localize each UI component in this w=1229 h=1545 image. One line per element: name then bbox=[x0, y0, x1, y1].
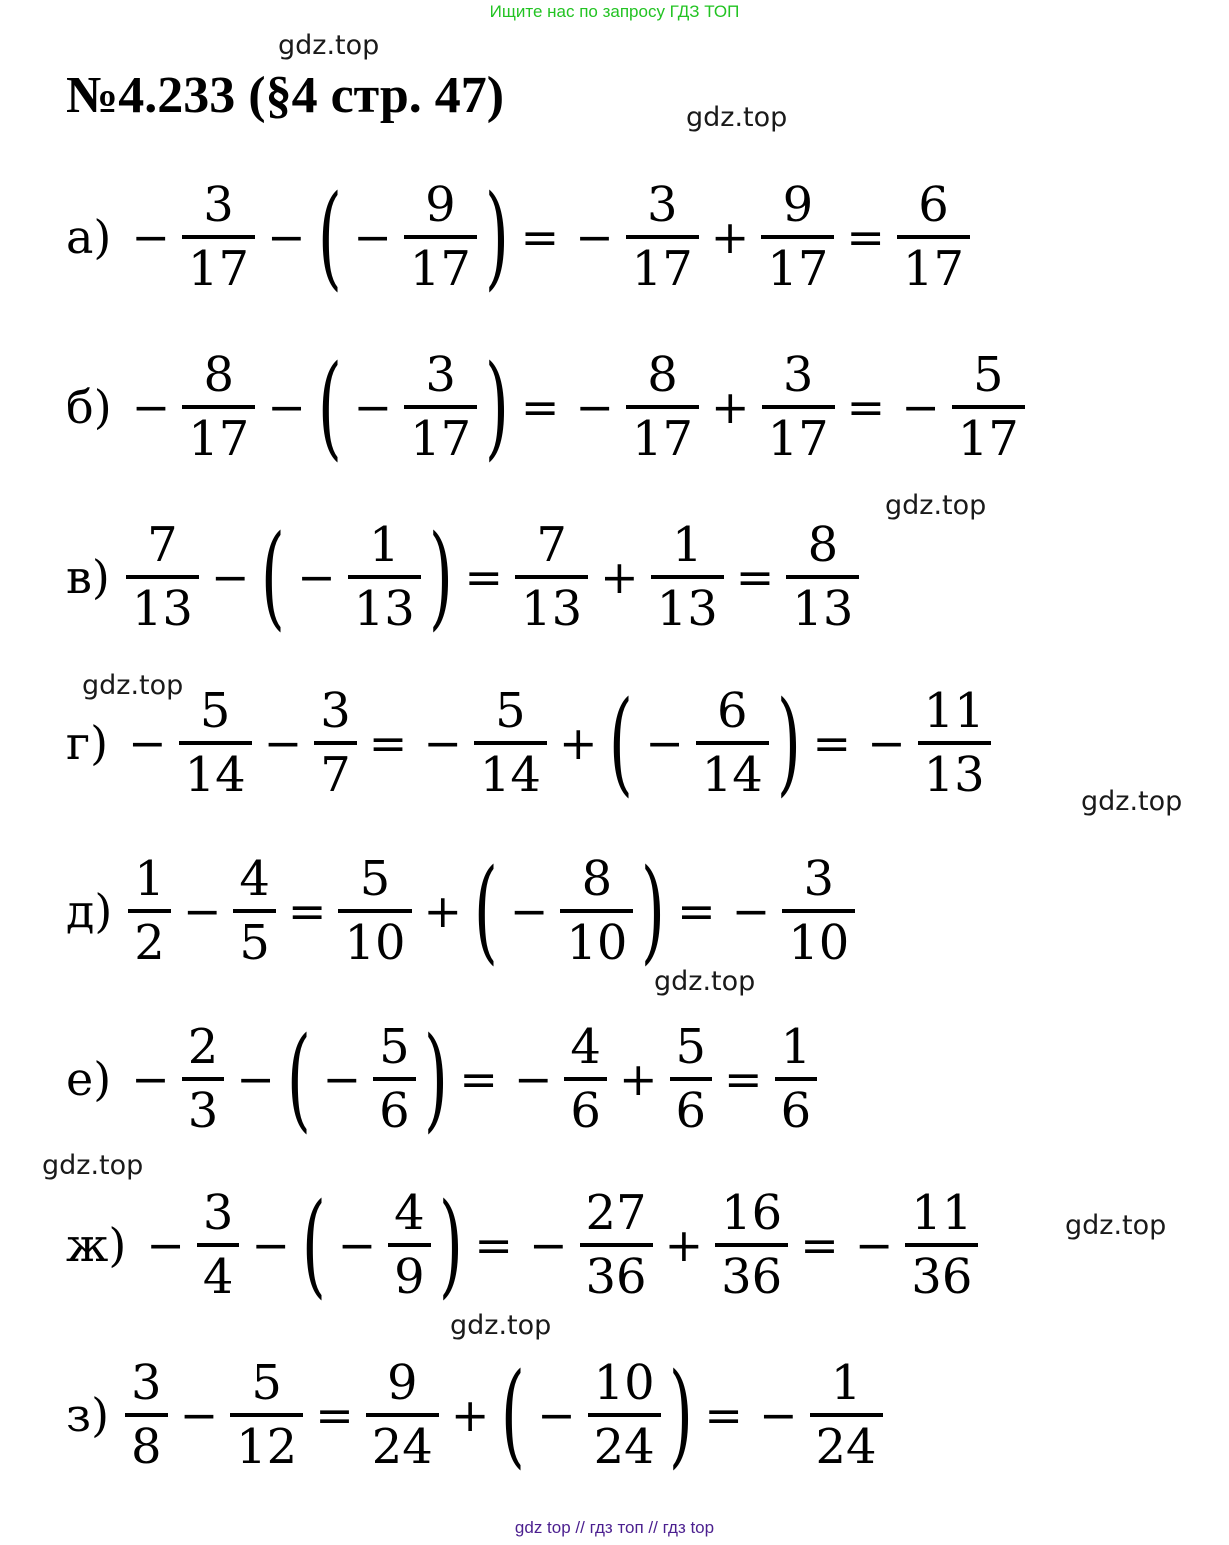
operator: = bbox=[846, 380, 886, 434]
numerator: 6 bbox=[717, 683, 748, 739]
denominator: 36 bbox=[715, 1243, 788, 1301]
denominator: 8 bbox=[125, 1413, 168, 1471]
fraction bbox=[128, 851, 171, 971]
operator: − bbox=[867, 716, 906, 770]
equation-zh bbox=[66, 1180, 982, 1310]
operator: = bbox=[704, 1388, 743, 1442]
watermark: gdz.top bbox=[450, 1310, 552, 1341]
operator: + bbox=[558, 716, 598, 770]
equation-d bbox=[66, 846, 859, 976]
left-paren: ( bbox=[473, 846, 498, 976]
operator: − bbox=[182, 884, 222, 938]
fraction bbox=[126, 517, 199, 637]
equation-label: з) bbox=[66, 1388, 110, 1442]
operator: + bbox=[618, 1052, 658, 1106]
denominator: 6 bbox=[564, 1077, 607, 1135]
denominator: 24 bbox=[366, 1413, 439, 1471]
numerator: 2 bbox=[187, 1019, 219, 1075]
equation-a bbox=[66, 172, 974, 302]
denominator: 17 bbox=[626, 405, 699, 463]
numerator: 3 bbox=[131, 1355, 162, 1411]
denominator: 14 bbox=[474, 741, 547, 799]
operator: − bbox=[179, 1388, 219, 1442]
fraction bbox=[952, 347, 1025, 467]
fraction bbox=[580, 1185, 653, 1305]
numerator: 8 bbox=[647, 347, 678, 403]
denominator: 10 bbox=[560, 909, 633, 967]
operator: − bbox=[236, 1052, 275, 1106]
watermark: gdz.top bbox=[654, 966, 756, 997]
denominator: 13 bbox=[126, 575, 199, 633]
fraction bbox=[560, 851, 633, 971]
numerator: 5 bbox=[359, 851, 391, 907]
operator: − bbox=[423, 716, 462, 770]
operator: − bbox=[901, 380, 940, 434]
fraction bbox=[775, 1019, 818, 1139]
denominator: 17 bbox=[182, 405, 255, 463]
fraction bbox=[670, 1019, 713, 1139]
right-paren: ) bbox=[641, 846, 666, 976]
operator: − bbox=[353, 210, 392, 264]
denominator: 24 bbox=[588, 1413, 661, 1471]
watermark: gdz.top bbox=[1081, 786, 1183, 817]
operator: + bbox=[664, 1218, 704, 1272]
operator: = bbox=[520, 380, 560, 434]
watermark: gdz.top bbox=[42, 1150, 144, 1181]
operator: − bbox=[575, 380, 614, 434]
operator: − bbox=[758, 1388, 798, 1442]
operator: = bbox=[724, 1052, 763, 1106]
operator: − bbox=[537, 1388, 576, 1442]
denominator: 14 bbox=[179, 741, 252, 799]
operator: = bbox=[520, 210, 560, 264]
left-paren: ( bbox=[501, 1350, 526, 1480]
operator: = bbox=[464, 550, 504, 604]
denominator: 24 bbox=[810, 1413, 883, 1471]
numerator: 3 bbox=[202, 1185, 234, 1241]
right-paren: ) bbox=[484, 342, 510, 472]
operator: − bbox=[210, 550, 250, 604]
operator: + bbox=[711, 380, 750, 434]
numerator: 7 bbox=[536, 517, 567, 573]
numerator: 3 bbox=[803, 851, 835, 907]
denominator: 10 bbox=[782, 909, 855, 967]
fraction bbox=[905, 1185, 978, 1305]
fraction bbox=[897, 177, 970, 297]
fraction bbox=[179, 683, 252, 803]
operator: − bbox=[263, 716, 303, 770]
equation-label: ж) bbox=[66, 1218, 127, 1272]
numerator: 1 bbox=[671, 517, 703, 573]
fraction bbox=[626, 347, 699, 467]
numerator: 7 bbox=[147, 517, 178, 573]
numerator: 1 bbox=[134, 851, 165, 907]
left-paren: ( bbox=[609, 678, 634, 808]
denominator: 13 bbox=[786, 575, 859, 633]
operator: − bbox=[251, 1218, 290, 1272]
numerator: 8 bbox=[581, 851, 613, 907]
numerator: 9 bbox=[387, 1355, 418, 1411]
denominator: 6 bbox=[670, 1077, 713, 1135]
equation-label: д) bbox=[66, 884, 113, 938]
operator: − bbox=[267, 210, 306, 264]
operator: − bbox=[575, 210, 614, 264]
denominator: 17 bbox=[182, 235, 255, 293]
operator: + bbox=[423, 884, 463, 938]
operator: = bbox=[846, 210, 885, 264]
operator: − bbox=[131, 1052, 170, 1106]
operator: = bbox=[677, 884, 716, 938]
right-paren: ) bbox=[423, 1014, 448, 1144]
fraction bbox=[761, 177, 834, 297]
denominator: 6 bbox=[373, 1077, 416, 1135]
operator: − bbox=[146, 1218, 185, 1272]
page-title: №4.233 (§4 стр. 47) bbox=[66, 67, 505, 124]
operator: − bbox=[131, 380, 171, 434]
fraction bbox=[182, 177, 255, 297]
operator: − bbox=[854, 1218, 894, 1272]
denominator: 17 bbox=[404, 235, 477, 293]
numerator: 16 bbox=[721, 1185, 783, 1241]
equation-label: а) bbox=[66, 210, 112, 264]
operator: − bbox=[353, 380, 393, 434]
denominator: 6 bbox=[775, 1077, 818, 1135]
operator: − bbox=[337, 1218, 377, 1272]
fraction bbox=[125, 1355, 168, 1475]
operator: − bbox=[297, 550, 336, 604]
denominator: 36 bbox=[905, 1243, 978, 1301]
watermark: gdz.top bbox=[278, 30, 380, 61]
left-paren: ( bbox=[317, 342, 342, 472]
fraction bbox=[918, 683, 991, 803]
right-paren: ) bbox=[428, 512, 453, 642]
fraction bbox=[696, 683, 769, 803]
denominator: 3 bbox=[182, 1077, 225, 1135]
operator: = bbox=[368, 716, 408, 770]
denominator: 17 bbox=[404, 405, 477, 463]
denominator: 10 bbox=[338, 909, 411, 967]
fraction bbox=[782, 851, 855, 971]
denominator: 9 bbox=[388, 1243, 431, 1301]
numerator: 4 bbox=[570, 1019, 601, 1075]
right-paren: ) bbox=[668, 1350, 693, 1480]
fraction bbox=[182, 1019, 225, 1139]
equation-v bbox=[66, 512, 863, 642]
numerator: 1 bbox=[780, 1019, 812, 1075]
numerator: 5 bbox=[675, 1019, 707, 1075]
numerator: 3 bbox=[646, 177, 678, 233]
fraction bbox=[230, 1355, 303, 1475]
denominator: 2 bbox=[128, 909, 171, 967]
denominator: 17 bbox=[626, 235, 699, 293]
operator: = bbox=[474, 1218, 513, 1272]
numerator: 11 bbox=[911, 1185, 973, 1241]
watermark: gdz.top bbox=[885, 490, 987, 521]
numerator: 4 bbox=[239, 851, 270, 907]
equation-label: б) bbox=[66, 380, 112, 434]
denominator: 4 bbox=[197, 1243, 240, 1301]
denominator: 17 bbox=[762, 405, 835, 463]
right-paren: ) bbox=[484, 172, 509, 302]
operator: + bbox=[450, 1388, 490, 1442]
denominator: 13 bbox=[348, 575, 421, 633]
numerator: 3 bbox=[425, 347, 456, 403]
operator: − bbox=[509, 884, 549, 938]
operator: + bbox=[710, 210, 750, 264]
operator: = bbox=[800, 1218, 839, 1272]
equation-e bbox=[66, 1014, 821, 1144]
numerator: 6 bbox=[918, 177, 949, 233]
watermark: gdz.top bbox=[82, 670, 184, 701]
fraction bbox=[366, 1355, 439, 1475]
right-paren: ) bbox=[438, 1180, 463, 1310]
operator: − bbox=[731, 884, 771, 938]
fraction bbox=[515, 517, 588, 637]
numerator: 9 bbox=[782, 177, 814, 233]
fraction bbox=[388, 1185, 431, 1305]
operator: = bbox=[315, 1388, 354, 1442]
denominator: 36 bbox=[580, 1243, 653, 1301]
left-paren: ( bbox=[286, 1014, 311, 1144]
numerator: 5 bbox=[973, 347, 1004, 403]
operator: − bbox=[267, 380, 306, 434]
denominator: 17 bbox=[952, 405, 1025, 463]
numerator: 8 bbox=[807, 517, 839, 573]
operator: − bbox=[131, 210, 170, 264]
equation-g bbox=[66, 678, 995, 808]
operator: = bbox=[735, 550, 775, 604]
operator: − bbox=[528, 1218, 568, 1272]
equation-z bbox=[66, 1350, 887, 1480]
operator: − bbox=[128, 716, 167, 770]
fraction bbox=[474, 683, 547, 803]
numerator: 3 bbox=[782, 347, 814, 403]
fraction bbox=[810, 1355, 883, 1475]
numerator: 1 bbox=[368, 517, 400, 573]
numerator: 10 bbox=[593, 1355, 655, 1411]
equation-label: е) bbox=[66, 1052, 112, 1106]
fraction bbox=[182, 347, 255, 467]
equation-b bbox=[66, 342, 1029, 472]
fraction bbox=[651, 517, 724, 637]
numerator: 3 bbox=[203, 177, 234, 233]
left-paren: ( bbox=[301, 1180, 326, 1310]
fraction bbox=[404, 347, 477, 467]
numerator: 5 bbox=[199, 683, 231, 739]
fraction bbox=[348, 517, 421, 637]
watermark: gdz.top bbox=[686, 102, 788, 133]
fraction bbox=[564, 1019, 607, 1139]
operator: + bbox=[600, 550, 639, 604]
denominator: 14 bbox=[696, 741, 769, 799]
equation-label: в) bbox=[66, 550, 110, 604]
numerator: 5 bbox=[379, 1019, 410, 1075]
fraction bbox=[233, 851, 276, 971]
numerator: 8 bbox=[203, 347, 234, 403]
operator: = bbox=[812, 716, 852, 770]
operator: − bbox=[322, 1052, 362, 1106]
operator: = bbox=[287, 884, 327, 938]
denominator: 12 bbox=[230, 1413, 303, 1471]
equation-label: г) bbox=[66, 716, 109, 770]
fraction bbox=[197, 1185, 240, 1305]
denominator: 13 bbox=[515, 575, 588, 633]
denominator: 17 bbox=[897, 235, 970, 293]
numerator: 3 bbox=[320, 683, 351, 739]
numerator: 4 bbox=[394, 1185, 425, 1241]
top-banner: Ищите нас по запросу ГДЗ ТОП bbox=[489, 2, 740, 21]
operator: − bbox=[645, 716, 684, 770]
operator: − bbox=[513, 1052, 553, 1106]
denominator: 5 bbox=[233, 909, 276, 967]
watermark: gdz.top bbox=[1065, 1210, 1167, 1241]
operator: = bbox=[459, 1052, 498, 1106]
fraction bbox=[786, 517, 859, 637]
numerator: 27 bbox=[585, 1185, 647, 1241]
fraction bbox=[338, 851, 411, 971]
denominator: 7 bbox=[314, 741, 357, 799]
fraction bbox=[715, 1185, 788, 1305]
numerator: 9 bbox=[425, 177, 456, 233]
numerator: 5 bbox=[251, 1355, 282, 1411]
denominator: 13 bbox=[651, 575, 724, 633]
fraction bbox=[762, 347, 835, 467]
fraction bbox=[626, 177, 699, 297]
right-paren: ) bbox=[776, 678, 801, 808]
numerator: 5 bbox=[495, 683, 526, 739]
left-paren: ( bbox=[317, 172, 342, 302]
fraction bbox=[314, 683, 357, 803]
footer-links: gdz top // гдз топ // гдз top bbox=[514, 1518, 715, 1537]
left-paren: ( bbox=[261, 512, 286, 642]
fraction bbox=[588, 1355, 661, 1475]
denominator: 17 bbox=[761, 235, 834, 293]
numerator: 1 bbox=[830, 1355, 862, 1411]
fraction bbox=[404, 177, 477, 297]
fraction bbox=[373, 1019, 416, 1139]
numerator: 11 bbox=[923, 683, 985, 739]
denominator: 13 bbox=[918, 741, 991, 799]
